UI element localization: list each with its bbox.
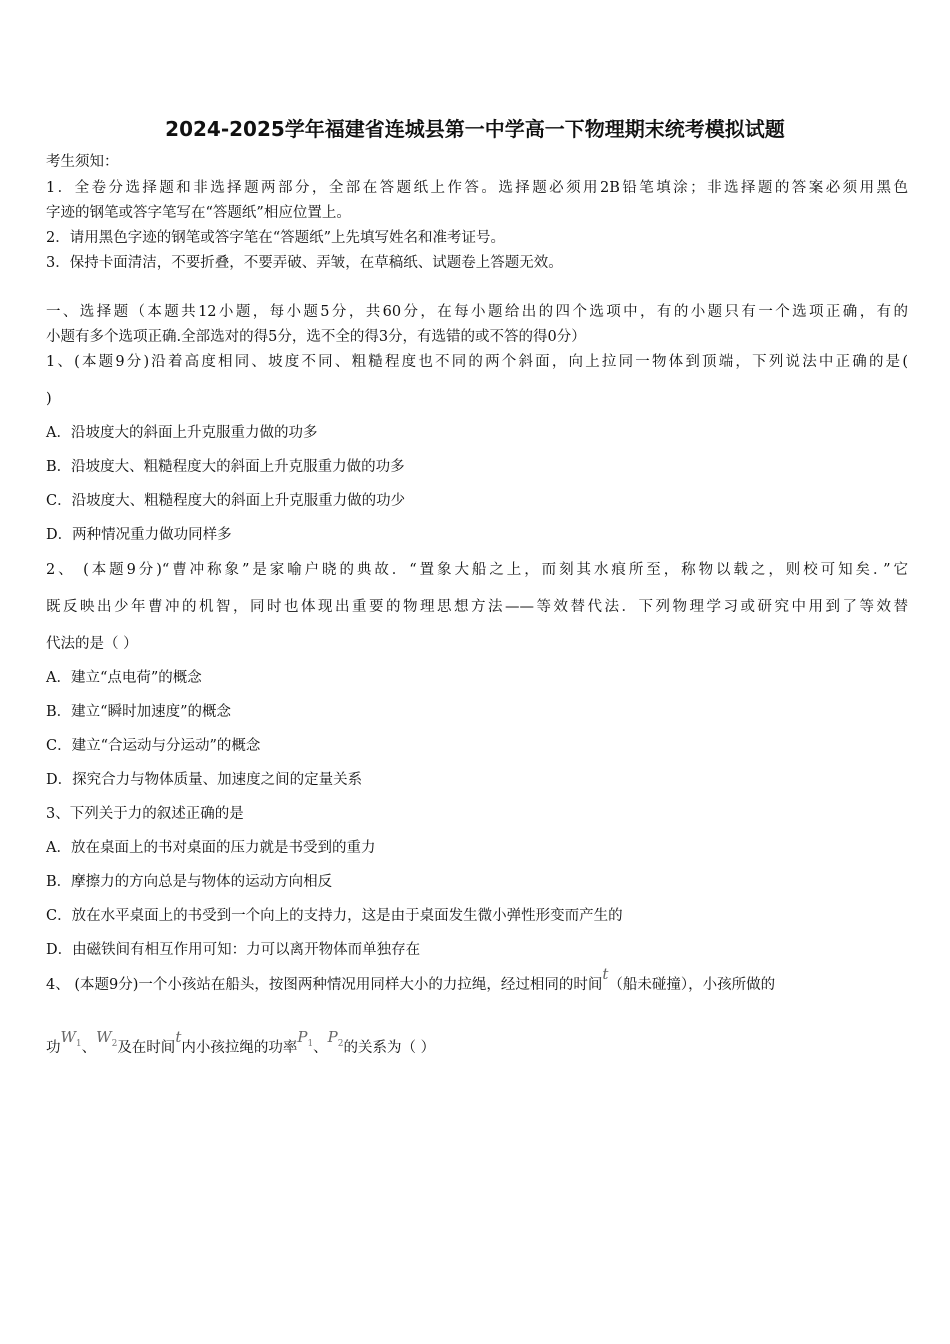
question-4-text-2a: 功 <box>46 1040 61 1056</box>
variable-w2: $W_2$ <box>96 1028 118 1049</box>
question-1-option-d: D．两种情况重力做功同样多 <box>46 527 232 543</box>
notice-heading: 考生须知： <box>46 154 119 170</box>
notice-item-1-line-1: 1．全卷分选择题和非选择题两部分，全部在答题纸上作答。选择题必须用2B铅笔填涂；非选择题的答案必须用黑色 <box>46 180 908 196</box>
question-3-option-c: C．放在水平桌面上的书受到一个向上的支持力，这是由于桌面发生微小弹性形变而产生的 <box>46 908 623 924</box>
notice-item-1-line-2: 字迹的钢笔或答字笔写在“答题纸”相应位置上。 <box>46 205 351 221</box>
variable-t: t <box>602 965 609 983</box>
page-title: 2024-2025学年福建省连城县第一中学高一下物理期末统考模拟试题 <box>165 117 785 141</box>
question-1-option-b: B．沿坡度大、粗糙程度大的斜面上升克服重力做的功多 <box>46 459 405 475</box>
question-2-option-d: D．探究合力与物体质量、加速度之间的定量关系 <box>46 772 363 788</box>
question-4-text-1a: 4、 (本题9分)一个小孩站在船头，按图两种情况用同样大小的力拉绳，经过相同的时间 <box>46 977 603 993</box>
question-1-stem-line-1: 1、(本题9分)沿着高度相同、坡度不同、粗糙程度也不同的两个斜面，向上拉同一物体到顶端，下列说法中正确的是( <box>46 354 908 370</box>
question-1-stem-line-2: ) <box>46 391 52 407</box>
question-3-option-a: A．放在桌面上的书对桌面的压力就是书受到的重力 <box>46 840 376 856</box>
question-3-stem: 3、下列关于力的叙述正确的是 <box>46 806 244 822</box>
question-4-text-1b: （船未碰撞），小孩所做的 <box>608 977 776 993</box>
question-2-option-a: A．建立“点电荷”的概念 <box>46 670 202 686</box>
question-4-stem-line-1 <box>46 965 908 995</box>
separator-2: 、 <box>313 1040 328 1056</box>
variable-p1: $P_1$ <box>297 1028 314 1049</box>
separator-1: 、 <box>81 1040 97 1056</box>
variable-w1: $W_1$ <box>60 1028 82 1049</box>
question-1-option-c: C．沿坡度大、粗糙程度大的斜面上升克服重力做的功少 <box>46 493 406 509</box>
question-2-stem-line-1: 2、 (本题9分)“曹冲称象”是家喻户晓的典故．“置象大船之上，而刻其水痕所至，称物以载之，则校可知矣．”它 <box>46 562 908 578</box>
question-4-text-2c: 内小孩拉绳的功率 <box>181 1040 298 1056</box>
question-3-option-b: B．摩擦力的方向总是与物体的运动方向相反 <box>46 874 333 890</box>
notice-item-3: 3．保持卡面清洁，不要折叠，不要弄破、弄皱，在草稿纸、试题卷上答题无效。 <box>46 255 563 271</box>
question-1-option-a: A．沿坡度大的斜面上升克服重力做的功多 <box>46 425 318 441</box>
question-4-text-2d: 的关系为（ ） <box>343 1040 436 1056</box>
question-2-stem-line-2: 既反映出少年曹冲的机智，同时也体现出重要的物理思想方法——等效替代法．下列物理学习或研究中用到了等效替 <box>46 599 908 615</box>
question-4-text-2b: 及在时间 <box>117 1040 176 1056</box>
question-2-stem-line-3: 代法的是（ ） <box>46 636 138 652</box>
question-2-option-b: B．建立“瞬时加速度”的概念 <box>46 704 231 720</box>
section-intro-line-2: 小题有多个选项正确.全部选对的得5分，选不全的得3分，有选错的或不答的得0分） <box>46 329 586 345</box>
section-intro-line-1: 一、选择题（本题共12小题，每小题5分，共60分，在每小题给出的四个选项中，有的小题只有一个选项正确，有的 <box>46 304 908 320</box>
variable-p2: $P_2$ <box>327 1028 344 1049</box>
variable-t-2: t <box>175 1028 182 1046</box>
notice-item-2: 2．请用黑色字迹的钢笔或答字笔在“答题纸”上先填写姓名和准考证号。 <box>46 230 506 246</box>
question-2-option-c: C．建立“合运动与分运动”的概念 <box>46 738 261 754</box>
question-4-stem-line-2 <box>46 1028 908 1064</box>
question-3-option-d: D．由磁铁间有相互作用可知：力可以离开物体而单独存在 <box>46 942 421 958</box>
